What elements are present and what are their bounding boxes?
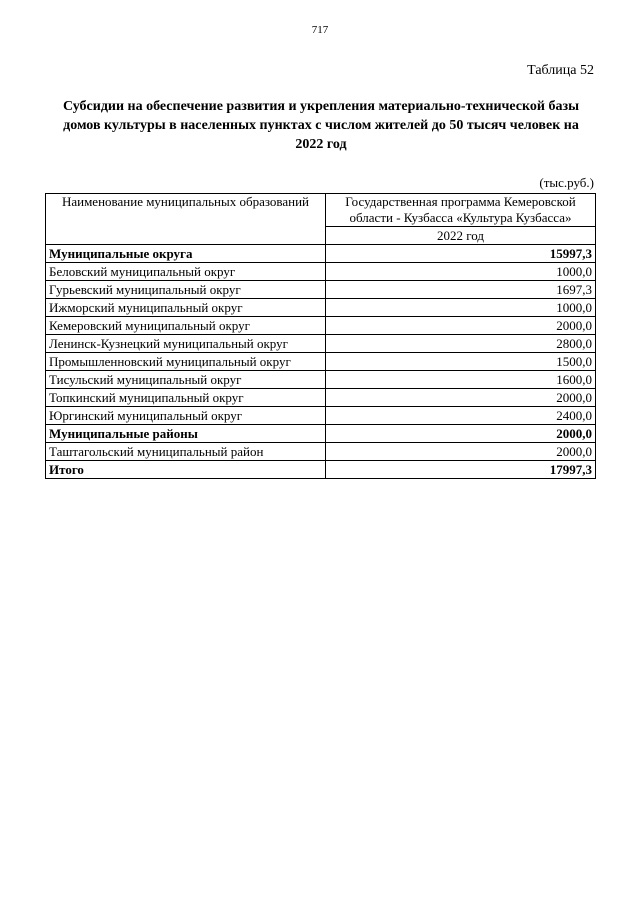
table-row: [46, 407, 596, 425]
subsidy-value: 1000,0: [326, 263, 596, 281]
table-row: [46, 263, 596, 281]
subsidy-table: [45, 193, 596, 479]
table-row: [46, 335, 596, 353]
subsidy-value: 1600,0: [326, 371, 596, 389]
municipality-name: Гурьевский муниципальный округ: [46, 281, 326, 299]
subsidy-value: 2800,0: [326, 335, 596, 353]
subsidy-value: 1500,0: [326, 353, 596, 371]
municipality-name: Муниципальные округа: [46, 245, 326, 263]
table-row: [46, 353, 596, 371]
municipality-name: Тисульский муниципальный округ: [46, 371, 326, 389]
table-row: [46, 443, 596, 461]
header-year: 2022 год: [326, 227, 596, 245]
page-number: 717: [311, 24, 329, 36]
table-row: [46, 299, 596, 317]
municipality-name: Ленинск-Кузнецкий муниципальный округ: [46, 335, 326, 353]
table-body: [46, 245, 596, 479]
subsidy-value: 2000,0: [326, 443, 596, 461]
subsidy-value: 2000,0: [326, 317, 596, 335]
subsidy-value: 2400,0: [326, 407, 596, 425]
municipality-name: Таштагольский муниципальный район: [46, 443, 326, 461]
table-row: [46, 371, 596, 389]
header-municipality: Наименование муниципальных образований: [46, 194, 326, 245]
subsidy-value: 15997,3: [326, 245, 596, 263]
table-row: [46, 461, 596, 479]
table-row: [46, 389, 596, 407]
table-row: [46, 245, 596, 263]
subsidy-value: 2000,0: [326, 389, 596, 407]
subsidy-value: 2000,0: [326, 425, 596, 443]
table-label: Таблица 52: [527, 63, 594, 78]
municipality-name: Беловский муниципальный округ: [46, 263, 326, 281]
subsidy-value: 17997,3: [326, 461, 596, 479]
municipality-name: Итого: [46, 461, 326, 479]
municipality-name: Промышленновский муниципальный округ: [46, 353, 326, 371]
header-program: Государственная программа Кемеровской области - Кузбасса «Культура Кузбасса»: [326, 194, 596, 227]
document-title: Субсидии на обеспечение развития и укрепления материально-технической базы домов культуры в населенных пунктах с числом жителей до 50 тысяч человек на 2022 год: [62, 99, 580, 152]
municipality-name: Кемеровский муниципальный округ: [46, 317, 326, 335]
unit-note: (тыс.руб.): [539, 175, 594, 190]
table-row: [46, 425, 596, 443]
municipality-name: Ижморский муниципальный округ: [46, 299, 326, 317]
municipality-name: Топкинский муниципальный округ: [46, 389, 326, 407]
table-row: [46, 281, 596, 299]
table-row: [46, 317, 596, 335]
municipality-name: Муниципальные районы: [46, 425, 326, 443]
subsidy-value: 1697,3: [326, 281, 596, 299]
municipality-name: Юргинский муниципальный округ: [46, 407, 326, 425]
subsidy-value: 1000,0: [326, 299, 596, 317]
